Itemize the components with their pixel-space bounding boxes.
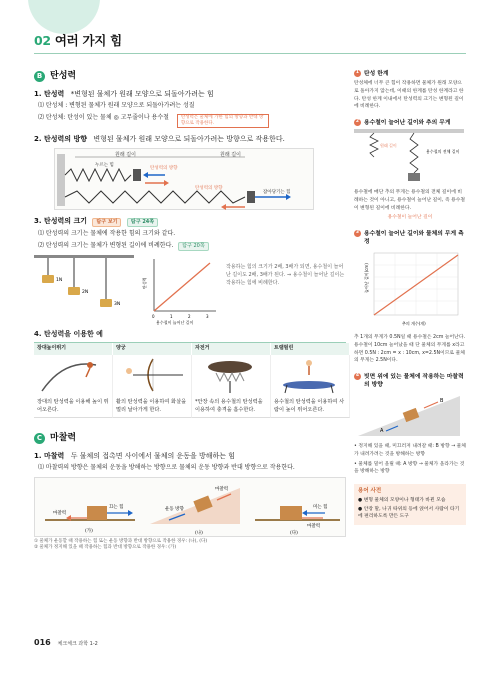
- side-text-2: 용수철에 매단 추의 무게는 용수철의 전체 길이에 비례하는 것이 아니고, 용수철이 늘어난 길이, 즉 용수철이 변형된 길이에 비례한다.: [354, 190, 466, 211]
- graph-tick-3: 3: [206, 314, 209, 320]
- panel-c-push: 미는 힘: [313, 504, 328, 510]
- friction-illustration: [35, 478, 345, 538]
- wall-left: [57, 154, 65, 206]
- label-elastic-2: 탄성력의 방향: [195, 186, 223, 192]
- margin-note: 탄성력은 물체에 가한 힘의 방향과 반대 방향으로 작용한다.: [177, 114, 269, 128]
- side-bullet-1: • 정지해 있을 때, 미끄러져 내려갈 때: B 방향 → 물체가 내려가려는 것을 방해하는 방향: [354, 444, 466, 458]
- side-box-spring-graph: [354, 230, 466, 365]
- label-orig-length-2: 원래 길이: [220, 152, 241, 159]
- header-divider: [34, 53, 466, 54]
- friction-figure: [34, 477, 346, 537]
- graph-tick-0: 0: [152, 314, 155, 320]
- side-num-4: 4: [355, 373, 360, 379]
- side-title-3: 용수철이 늘어난 길이와 물체의 무게 측정: [364, 230, 464, 246]
- weight-label-3: 3N: [114, 302, 121, 308]
- side-title-4: 빗면 위에 있는 물체에 작용하는 마찰력의 방향: [364, 374, 464, 389]
- graph-xlabel: 용수철이 늘어난 길이: [156, 320, 194, 326]
- side-title-2: 용수철이 늘어난 길이와 추의 무게: [364, 120, 451, 127]
- legend-orig: 원래 길이: [380, 143, 397, 149]
- elasticity-direction: [34, 134, 346, 144]
- size-line-2-text: ⑵ 탄성력의 크기는 물체가 변형된 길이에 비례한다.: [38, 241, 174, 249]
- item-text: 변형된 물체가 원래 모양으로 되돌아가려는 방향으로 작용한다.: [93, 134, 285, 143]
- spring-handle: [133, 169, 141, 181]
- example-text-3: 용수철의 탄성력을 이용하여 사람이 높이 뛰어오른다.: [271, 395, 350, 418]
- spring-illustration: [55, 149, 315, 211]
- pole-vault-illustration: [34, 355, 113, 395]
- examples-table: [34, 342, 346, 417]
- inquiry-page-pill-2[interactable]: 탐구 20쪽: [178, 242, 208, 251]
- chapter-number: 02: [34, 33, 51, 48]
- col-header-3: 트램펄린: [271, 343, 350, 354]
- friction-definition: [34, 451, 346, 461]
- graph3-ylabel: 늘어난 길이(cm): [364, 262, 369, 293]
- spring-length-graph: [354, 249, 464, 329]
- col-header-0: 장대높이뛰기: [34, 343, 113, 354]
- incline-label-b: B: [440, 397, 444, 404]
- side-box-incline: [354, 373, 466, 476]
- page-footer: [34, 637, 98, 649]
- spring-figure: [54, 148, 314, 210]
- side-title-1: 탄성 한계: [364, 71, 389, 77]
- legend-total: 용수철의 전체 길이: [426, 149, 460, 155]
- section-c-title: 마찰력: [50, 432, 77, 443]
- panel-b-motion: 운동 방향: [165, 506, 184, 512]
- label-elastic: 탄성력의 방향: [150, 166, 178, 172]
- item-label: 1. 탄성력: [34, 90, 65, 99]
- incline-label-a: A: [380, 427, 384, 434]
- col-header-2: 자전거: [192, 343, 271, 354]
- side-box-spring-weight: [354, 119, 466, 222]
- proportional-line: [154, 263, 210, 311]
- example-text-1: 활의 탄성력을 이용하여 화살을 멀리 날아가게 한다.: [113, 395, 192, 418]
- weights-graph-figure: [34, 255, 346, 325]
- section-c-badge: C: [34, 433, 45, 444]
- friction-note-2: ② 물체가 정지해 있을 때 작용하는 힘과 반대 방향으로 작용한 경우: (가): [34, 545, 177, 551]
- box-a: [87, 506, 107, 520]
- inquiry-page-pill[interactable]: 탐구 24쪽: [127, 218, 158, 227]
- elasticity-examples: 4. 탄성력을 이용한 예: [34, 330, 103, 339]
- panel-b-friction: 마찰력: [215, 486, 229, 492]
- friction-line-1: ⑴ 마찰력의 방향은 물체의 운동을 방해하는 방향으로 물체의 운동 방향과 반대 방향으로 작용한다.: [38, 463, 295, 471]
- panel-c-tag: (다): [290, 530, 298, 536]
- graph-description: 작용하는 힘의 크기가 2배, 3배가 되면, 용수철이 늘어난 길이도 2배, 3배가 된다. ⇒ 용수철이 늘어난 길이는 작용하는 힘에 비례한다.: [226, 264, 345, 287]
- item-label: 3. 탄성력의 크기: [34, 217, 87, 226]
- chapter-title: [34, 32, 122, 50]
- ramp: [150, 488, 240, 524]
- graph-tick-2: 2: [188, 314, 191, 320]
- vocab-title: 용어 사전: [358, 488, 382, 495]
- side-num-2: 2: [355, 119, 360, 125]
- force-graph: [140, 255, 220, 325]
- graph-ylabel: 탄성력: [142, 277, 147, 290]
- definition-line-2-text: ⑵ 탄성체: 탄성이 있는 물체 ◎ 고무줄이나 용수철: [38, 113, 169, 121]
- item-definition: *변형된 물체가 원래 모양으로 되돌아가려는 힘: [70, 90, 214, 99]
- friction-note-1: ① 물체가 운동할 때 작용하는 힘 또는 운동 방향과 반대 방향으로 작용한 경우: (나), (다): [34, 538, 208, 544]
- weight-label-1: 1N: [56, 278, 63, 284]
- weight-label-2: 2N: [82, 290, 89, 296]
- inquiry-pill[interactable]: 탐구 보기: [92, 218, 121, 227]
- panel-a-push: 끄는 힘: [109, 504, 124, 510]
- vocab-term-2: ● 안장 말, 나귀 따위의 등에 얹어서 사람이 타기에 편리하도록 만든 도구: [358, 507, 460, 520]
- compressed-spring: [65, 169, 131, 181]
- panel-b-tag: (나): [195, 530, 203, 536]
- side-box-elastic-limit: [354, 70, 466, 111]
- archery-illustration: [113, 355, 192, 395]
- graph3-xlabel: 추의 개수(개): [402, 320, 426, 326]
- side-text-3: 추 1개의 무게가 0.5N일 때 용수철은 2cm 늘어난다. 용수철이 10cm 늘어났을 때 단 물체의 무게를 x라고 하면 0.5N : 2cm = x : 10cm, x=2.5N이므로 물체의 무게는 2.5N이다.: [354, 335, 465, 364]
- size-line-2: [34, 242, 346, 251]
- definition-line-1: ⑴ 탄성체 : 변형된 물체가 원래 모양으로 되돌아가려는 성질: [38, 102, 195, 110]
- stretched-spring: [65, 191, 245, 203]
- chapter-name: 여러 가지 힘: [54, 33, 122, 48]
- col-header-1: 양궁: [113, 343, 192, 354]
- side-num-1: 1: [355, 70, 360, 76]
- side-bullet-2: • 물체를 밀어 올릴 때: A 방향 → 물체가 올라가는 것을 방해하는 방향: [354, 461, 465, 475]
- spring-weight-illustration: [354, 129, 464, 183]
- box-c: [280, 506, 302, 520]
- item-definition: 두 물체의 접촉면 사이에서 물체의 운동을 방해하는 힘: [70, 451, 236, 460]
- incline-illustration: [354, 392, 464, 438]
- item-label: 1. 마찰력: [34, 451, 65, 460]
- elasticity-size: [34, 216, 346, 227]
- size-line-1: ⑴ 탄성력의 크기는 물체에 작용한 힘의 크기와 같다.: [38, 230, 176, 238]
- item-label: 2. 탄성력의 방향: [34, 134, 87, 143]
- label-pull: 잡아당기는 힘: [263, 190, 291, 196]
- book-title: 체크체크 과학 1-2: [57, 641, 98, 647]
- panel-a-friction: 마찰력: [53, 510, 67, 516]
- main-column: [34, 70, 346, 552]
- corner-decoration: [28, 0, 100, 34]
- section-b-badge: B: [34, 71, 45, 82]
- graph-tick-1: 1: [170, 314, 173, 320]
- example-text-2: *안장 속의 용수철의 탄성력을 이용하여 충격을 흡수한다.: [192, 395, 271, 418]
- side-legend-3: 용수철이 늘어난 길이: [387, 215, 433, 221]
- label-push: 누르는 힘: [95, 163, 114, 169]
- page-number: 016: [34, 638, 51, 647]
- panel-c-friction: 마찰력: [307, 523, 321, 529]
- section-b-heading: [34, 70, 346, 83]
- elasticity-definition: [34, 89, 346, 99]
- vocabulary-box: [354, 484, 466, 525]
- side-text-1: 탄성체에 너무 큰 힘이 작용하면 물체가 원래 모양으로 돌아가지 않는데, 이때의 한계를 탄성 한계라고 한다. 탄성 한계 이내에서 탄성력의 크기는 변형된 길이에 비례한다.: [354, 81, 464, 110]
- weights-illustration: [34, 255, 134, 325]
- side-column: [354, 70, 466, 525]
- example-text-0: 장대의 탄성력을 이용해 높이 뛰어오른다.: [34, 395, 113, 418]
- definition-line-2: [34, 114, 346, 128]
- trampoline-illustration: [271, 355, 350, 395]
- vocab-term-1: ● 변형 물체의 모양이나 형태가 바뀐 모습: [358, 498, 446, 504]
- section-c-heading: [34, 432, 346, 445]
- section-b-title: 탄성력: [50, 71, 77, 81]
- bicycle-seat-illustration: [192, 355, 271, 395]
- label-orig-length: 원래 길이: [115, 152, 136, 159]
- panel-a-tag: (가): [85, 528, 93, 534]
- side-num-3: 3: [355, 230, 360, 236]
